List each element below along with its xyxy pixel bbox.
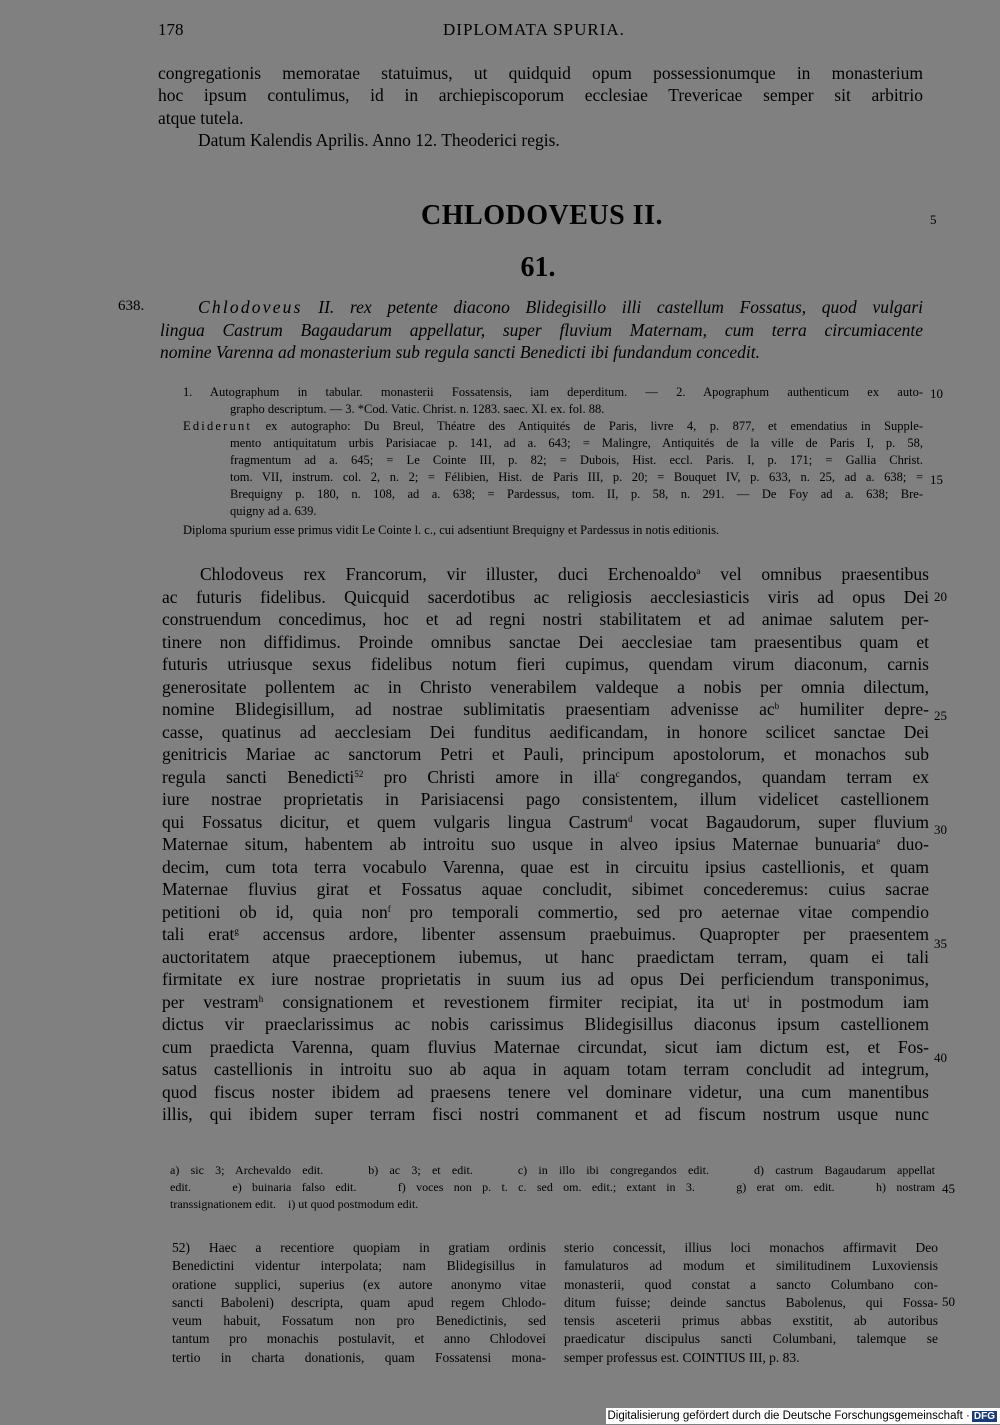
variant-mark: f xyxy=(387,903,391,914)
line-number: 10 xyxy=(930,386,943,401)
line-number: 50 xyxy=(942,1294,955,1309)
footnote-line: tertio in charta donationis, quam Fossatensi mona- xyxy=(172,1349,546,1365)
sponsor-bar[interactable] xyxy=(606,1408,1000,1424)
text-line: per vestram$^h$ consignationem et revestionem firmiter recipiat, ita $ut^i$ in postmodum iam xyxy=(162,991,930,1012)
page-number: 178 xyxy=(158,20,184,39)
line-number: 25 xyxy=(934,708,947,723)
summary-line: nomine Varenna ad monasterium sub regula sancti Benedicti ibi fundandum concedit. xyxy=(160,342,760,362)
variant-mark: e xyxy=(876,836,881,846)
dfg-logo: DFG xyxy=(973,1411,995,1422)
text-line: petitioni ob id, quia non$^f$ pro temporali commertio, sed pro aeternae vitae compendio xyxy=(162,901,929,922)
apparatus xyxy=(183,384,923,539)
variant-mark: h xyxy=(258,993,264,1004)
variant-mark: c xyxy=(615,768,620,779)
footnote-line: praedicatur discipulus sancti Columbani, talemque se xyxy=(564,1331,938,1347)
variant-mark: i xyxy=(746,993,750,1004)
apparatus-line: grapho descriptum. — 3. *Cod. Vatic. Christ. n. 1283. saec. XI. ex. fol. 88. xyxy=(230,402,605,416)
summary-name: Chlodoveus xyxy=(198,297,303,317)
text-line: futuris utriusque sexus fidelibus notum fieri cupimus, quendam virum diaconum, carnis xyxy=(162,654,929,674)
variant-note-line: a) sic 3; Archevaldo edit. b) ac 3; et edit. c) in illo ibi congregandos edit. d) castrum Bagaudarum appellat xyxy=(170,1163,935,1177)
line-number: 15 xyxy=(930,472,943,487)
text-line: satus castellionis in introitu suo ab aqua in aquam totam terram concludit ad integrum, xyxy=(162,1059,929,1079)
apparatus-line: tom. VII, instrum. col. 2, n. 2; = Félibien, Hist. de Paris III, p. 20; = Bouquet IV, p. 633, n. 25, ad a. 638; = xyxy=(230,470,923,484)
text-line: casse, quatinus ad aecclesiam Dei funditus aedificandam, in honore scilicet sanctae Dei xyxy=(162,721,929,742)
line-number: 35 xyxy=(934,936,947,951)
footnote-line: oratione supplici, superius (ex autore anonymo vitae xyxy=(172,1276,546,1292)
footnote-line: 52) Haec a recentiore quopiam in gratiam ordinis xyxy=(172,1240,546,1255)
apparatus-sources xyxy=(183,384,923,418)
summary-year: 638. xyxy=(118,298,145,314)
text-line: dictus vir praeclarissimus ac nobis carissimus Blidegisillus diaconus ipsum castellionem xyxy=(162,1014,929,1034)
apparatus-line: 1. Autographum in tabular. monasterii Fossatensis, iam deperditum. — 2. Apographum authenticum ex auto- xyxy=(183,385,923,399)
footnote-52-left xyxy=(172,1239,546,1367)
line-number: 5 xyxy=(930,212,937,227)
footnote-52-right xyxy=(564,1239,938,1367)
footnote-line: ditum fuisse; deinde sanctus Babolenus, qui Fossa- xyxy=(564,1294,938,1310)
variant-mark: g xyxy=(234,926,239,936)
summary-line-1-rest: II. rex petente diacono Blidegisillo illi castellum Fossatus, quod vulgari xyxy=(302,297,923,317)
text-line: Maternae situm, habentem ab introitu suo usque in alveo ipsius Maternae bunuaria$^e$ duo- xyxy=(162,834,929,854)
text-line: ac futuris fidelibus. Quicquid sacerdotibus ac religiosis aecclesiasticis viris ad opus Dei xyxy=(162,586,929,607)
running-title: DIPLOMATA SPURIA. xyxy=(443,20,625,39)
top-line: hoc ipsum contulimus, id in archiepiscoporum ecclesiae Trevericae semper sit arbitrio xyxy=(158,85,923,106)
footnote-line: veum habuit, Fossatum non pro Benedictinis, sed xyxy=(172,1313,546,1329)
text-line: firmitate ex iure nostrae proprietatis in suum ius ad opus Dei perficiendum transponimus, xyxy=(162,969,929,989)
apparatus-line: quigny ad a. 639. xyxy=(230,504,317,518)
apparatus-line: mento antiquitatum urbis Parisiacae p. 141, ad a. 643; = Malingre, Antiquités de la ville de Paris I, p. 58, xyxy=(230,436,923,450)
variant-mark: d xyxy=(628,813,633,824)
footnote-mark: 52 xyxy=(354,768,364,779)
section-title: CHLODOVEUS II. xyxy=(421,200,663,231)
text-line: quod fiscus noster ibidem ad praesens tenere vel dominare videtur, una cum manentibus xyxy=(162,1081,929,1102)
text-line: Maternae fluvius girat et Fossatus aquae concludit, sibimet concederemus: cuius sacrae xyxy=(162,879,929,899)
ediderunt-label: Ediderunt xyxy=(183,419,253,433)
variant-note-line: transsignationem edit. i) ut quod postmodum edit. xyxy=(170,1197,419,1211)
text-line: illis, qui ibidem super terram fisci nostri commanent et ad fiscum nostrum usque nunc xyxy=(162,1104,929,1124)
variant-mark: a xyxy=(696,566,701,576)
text-line: genitricis Mariae ac sanctorum Petri et Pauli, principum apostolorum, et monachos sub xyxy=(162,744,929,764)
diploma-note: Diploma spurium esse primus vidit Le Cointe l. c., cui adsentiunt Brequigny et Pardessus in notis editionis. xyxy=(183,523,720,537)
apparatus-line: Brequigny p. 180, n. 108, ad a. 638; = Pardessus, tom. II, p. 58, n. 291. — De Foy ad a. 638; Bre- xyxy=(230,487,923,501)
footnote-line: sancti Baboleni) descripta, quam apud regem Chlodo- xyxy=(172,1294,546,1310)
line-number: 20 xyxy=(934,589,947,604)
charter-text xyxy=(162,563,929,1126)
line-number: 30 xyxy=(934,822,947,837)
apparatus-line: fragmentum ad a. 645; = Le Cointe III, p. 82; = Dubois, Hist. eccl. Paris. I, p. 171; = Gallia Christ. xyxy=(230,453,923,467)
text-line: iure nostrae proprietatis in Parisiacensi pago consistentem, illum videlicet castellionem xyxy=(162,789,929,809)
top-line: atque tutela. xyxy=(158,107,244,128)
text-line: decim, cum tota terra vocabulo Varenna, quae est in circuitu ipsius castellionis, et quam xyxy=(162,856,929,877)
top-paragraph xyxy=(158,62,923,151)
footnote-line: famulaturos ad modum et similitudinem Luxoviensis xyxy=(564,1258,938,1274)
text-line: construendum concedimus, hoc et ad regni nostri stabilitatem et ad animae salutem per- xyxy=(162,609,929,629)
text-line: nomine Blidegisillum, ad nostrae sublimitatis praesentiam advenisse $ac^b$ humiliter depre- xyxy=(162,699,929,719)
top-line: congregationis memoratae statuimus, ut quidquid opum possessionumque in monasterium xyxy=(158,63,923,83)
apparatus-line xyxy=(183,418,923,435)
document-number: 61. xyxy=(520,252,556,283)
text-line: cum praedicta Varenna, quam fluvius Maternae circundat, sicut iam dictum est, et Fos- xyxy=(162,1036,929,1057)
text-line: Chlodoveus rex Francorum, vir illuster, duci Erchenoaldo$^a$ vel omnibus praesentibus xyxy=(200,564,929,584)
text-line: tinere non diffidimus. Proinde omnibus sanctae Dei aecclesiae tam praesentibus quam et xyxy=(162,631,929,652)
footnote-line: sterio concessit, illius loci monachos affirmavit Deo xyxy=(564,1240,938,1255)
variant-note-line: edit. e) buinaria falso edit. f) voces non p. t. c. sed om. edit.; extant in 3. g) erat om. edit. h) nostram xyxy=(170,1180,935,1194)
footnote-line: monasterii, quod constat a sancto Columbano con- xyxy=(564,1276,938,1292)
summary-line: lingua Castrum Bagaudarum appellatur, super fluvium Maternam, cum terra circumiacente xyxy=(160,319,923,340)
sponsor-text: Digitalisierung gefördert durch die Deutsche Forschungsgemeinschaft · xyxy=(607,1410,970,1422)
summary xyxy=(160,296,923,364)
apparatus-ediderunt xyxy=(183,418,923,520)
ediderunt-rest: ex autographo: Du Breul, Théatre des Antiquités de Paris, livre 4, p. 877, et emendatius in Supple- xyxy=(252,419,923,433)
footnote-line: semper professus est. COINTIUS III, p. 83. xyxy=(564,1349,800,1365)
text-line: regula sancti Benedicti$^{52}$ pro Christi amore in illa$^c$ congregandos, quandam terram ex xyxy=(162,766,929,787)
text-line: qui Fossatus dicitur, et quem vulgaris lingua Castrum$^d$ vocat Bagaudorum, super fluvium xyxy=(162,811,929,832)
text-line: auctoritatem atque praeceptionem iubemus, ut hanc praedictam terram, quam ei tali xyxy=(162,946,929,967)
datum-line: Datum Kalendis Aprilis. Anno 12. Theoderici regis. xyxy=(198,129,560,150)
summary-line xyxy=(160,296,923,319)
footnote-line: Benedictini videntur interpolata; nam Blidegisillus in xyxy=(172,1258,546,1274)
variant-mark: b xyxy=(774,701,780,711)
line-number: 45 xyxy=(942,1181,955,1196)
footnote-line: tensis asceterii primus abbas exstitit, ab autoribus xyxy=(564,1313,938,1329)
text-line: tali erat$^g$ accensus ardore, libenter assensum praebuimus. Quapropter per praesentem xyxy=(162,924,929,944)
footnote-line: tantum pro monachis postulavit, et anno Chlodovei xyxy=(172,1331,546,1347)
variant-notes xyxy=(170,1162,935,1213)
line-number: 40 xyxy=(934,1050,947,1065)
text-line: generositate pollentem ac in Christo venerabilem valdeque a nobis per omnia dilectum, xyxy=(162,676,929,697)
